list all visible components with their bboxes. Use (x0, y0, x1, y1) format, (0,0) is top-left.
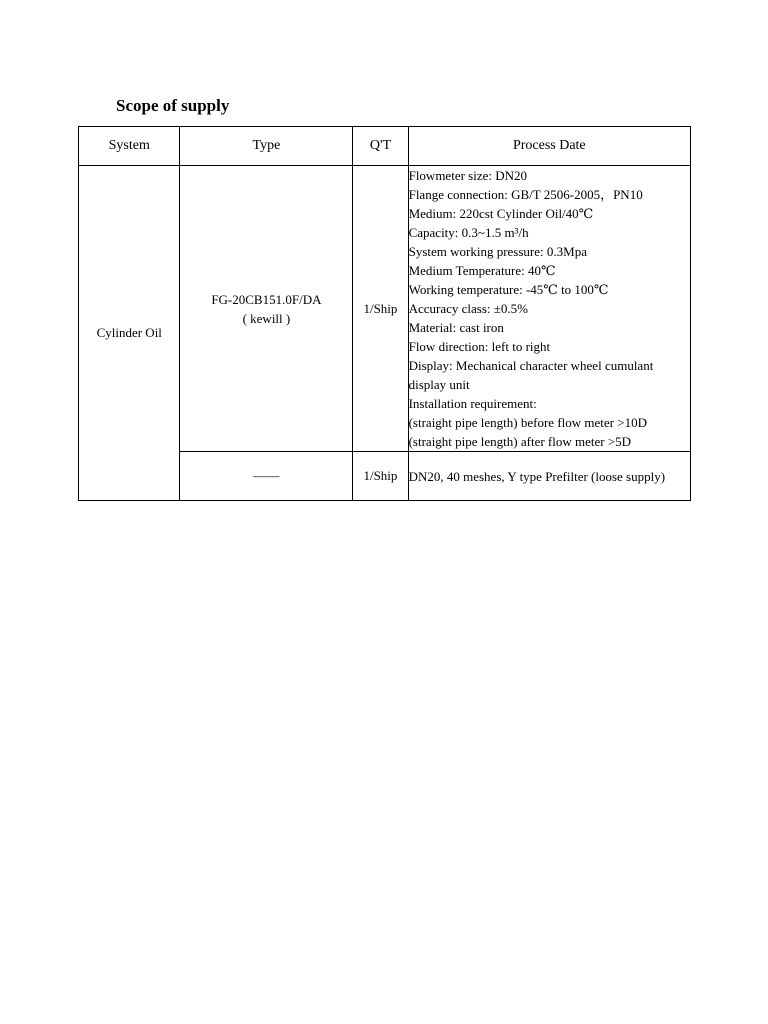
table-header-row (79, 127, 691, 166)
process-line: (straight pipe length) before flow meter >10D (408, 415, 647, 430)
header-system: System (79, 127, 180, 166)
process-line: Capacity: 0.3~1.5 m³/h (408, 225, 529, 240)
process-line: Flange connection: GB/T 2506-2005，PN10 (408, 187, 643, 202)
process-line: Flowmeter size: DN20 (408, 168, 528, 183)
table-row-flowmeter (79, 166, 691, 452)
header-qt: Q'T (353, 127, 408, 166)
page-heading: Scope of supply (116, 96, 230, 115)
process-line: Display: Mechanical character wheel cumulant (408, 358, 654, 373)
process-line: Flow direction: left to right (408, 339, 551, 354)
process-line: Medium Temperature: 40℃ (408, 263, 556, 278)
cell-process-flowmeter (408, 166, 690, 452)
process-line: (straight pipe length) after flow meter >5D (408, 434, 632, 449)
process-line: Working temperature: -45℃ to 100℃ (408, 282, 609, 297)
cell-qt-prefilter: 1/Ship (353, 452, 408, 501)
type-model: FG-20CB151.0F/DA (211, 291, 322, 307)
process-line: System working pressure: 0.3Mpa (408, 244, 587, 259)
type-brand: ( kewill ) (242, 310, 291, 326)
process-line: Installation requirement: (408, 396, 537, 411)
process-line: DN20, 40 meshes, Y type Prefilter (loose supply) (408, 468, 666, 484)
process-line: display unit (408, 377, 470, 392)
cell-type-prefilter: —— (180, 452, 353, 501)
cell-qt-flowmeter: 1/Ship (353, 166, 408, 452)
cell-system: Cylinder Oil (79, 166, 180, 501)
scope-of-supply-table (78, 126, 691, 501)
header-process-date: Process Date (408, 127, 690, 166)
process-line: Accuracy class: ±0.5% (408, 301, 528, 316)
process-line: Medium: 220cst Cylinder Oil/40℃ (408, 206, 594, 221)
process-line: Material: cast iron (408, 320, 504, 335)
cell-process-prefilter (408, 452, 690, 501)
cell-type-flowmeter (180, 166, 353, 452)
header-type: Type (180, 127, 353, 166)
